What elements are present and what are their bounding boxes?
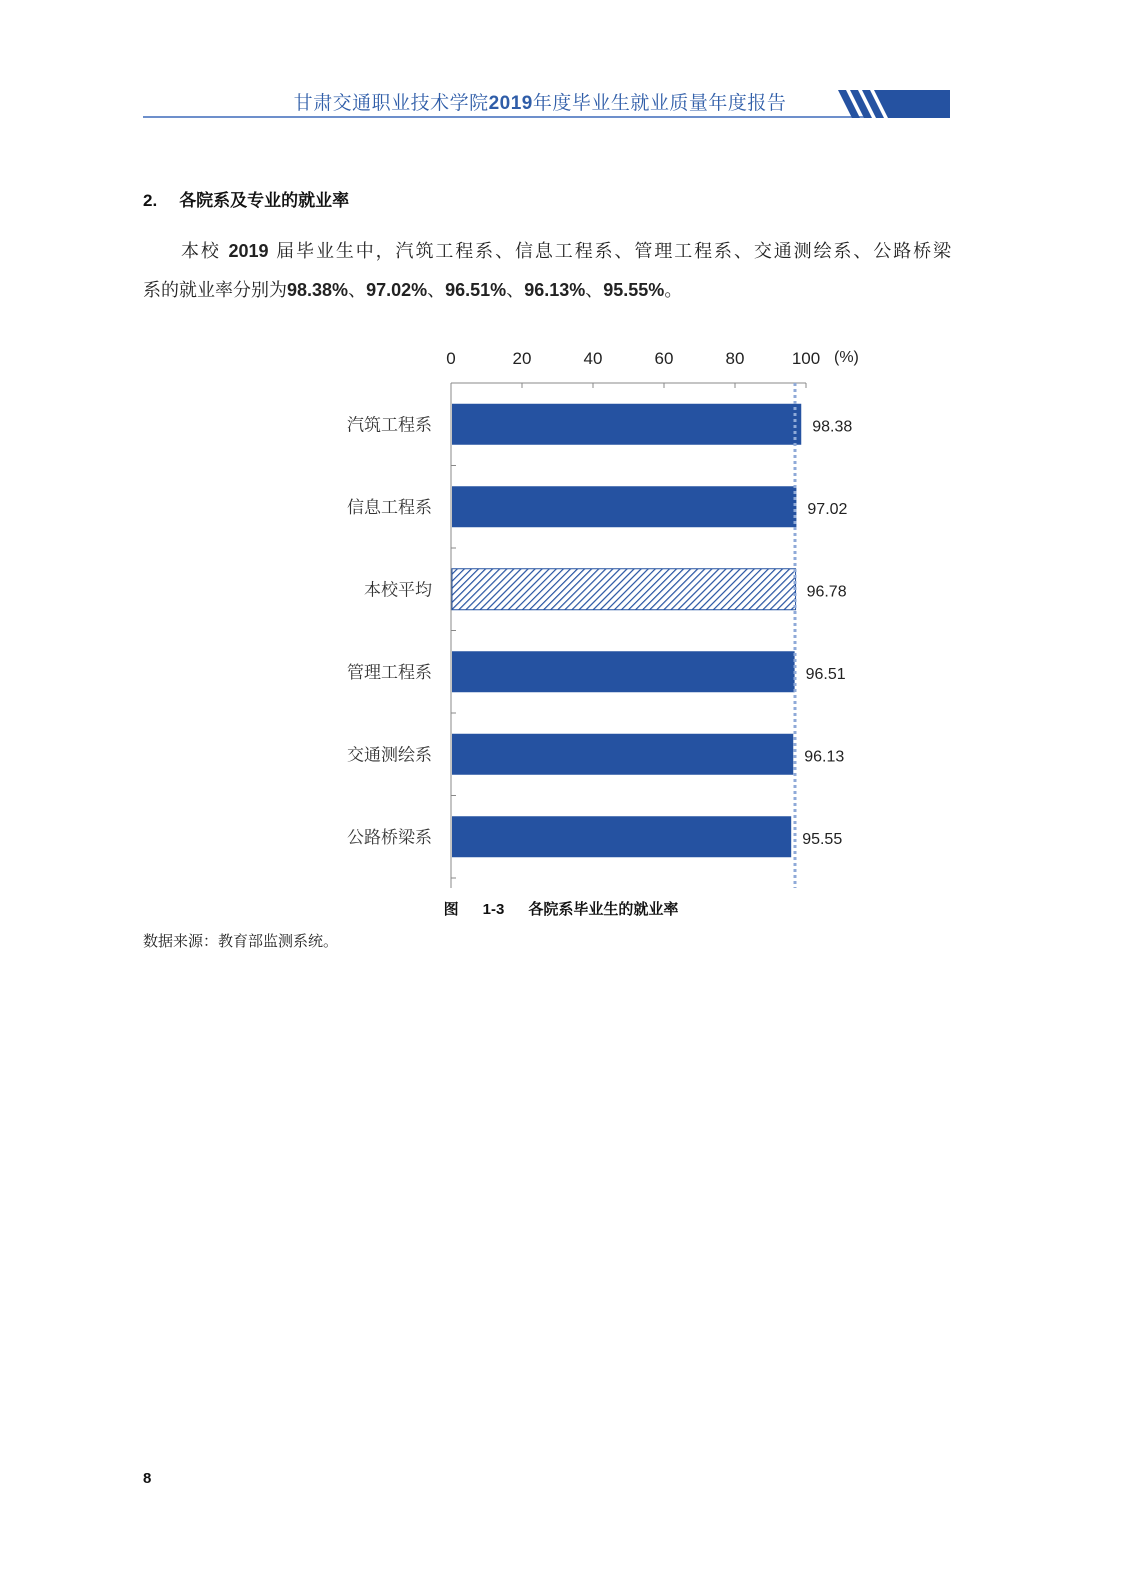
bar: [452, 651, 795, 692]
para-separator: 、: [427, 280, 446, 301]
rate-value: 96.51%: [445, 280, 507, 300]
category-label: 交通测绘系: [347, 745, 432, 766]
para-text: 本校: [181, 241, 229, 262]
category-label: 本校平均: [364, 580, 432, 601]
header-title-pre: 甘肃交通职业技术学院: [293, 92, 489, 114]
para-text: 届毕业生中，汽筑工程系、信息工程系、管理工程系、交通测绘系、公路桥梁: [268, 241, 952, 262]
x-tick-label: 0: [446, 349, 456, 368]
data-label: 96.51: [805, 665, 846, 683]
x-tick-label: 20: [512, 349, 532, 368]
caption-text: 各院系毕业生的就业率: [528, 900, 679, 918]
bar: [452, 816, 791, 857]
data-label: 97.02: [807, 500, 848, 518]
para-separator: 、: [506, 280, 525, 301]
rate-value: 96.13%: [524, 280, 586, 300]
data-label: 95.55: [802, 830, 843, 848]
data-label: 98.38: [812, 418, 853, 436]
bar-average: [452, 569, 796, 610]
rate-value: 98.38%: [287, 280, 349, 300]
x-tick-label: 40: [583, 349, 603, 368]
x-tick-label: 60: [654, 349, 674, 368]
para-year: 2019: [228, 241, 269, 261]
bar: [452, 404, 801, 445]
para-text: 系的就业率分别为: [143, 280, 287, 301]
rate-value: 97.02%: [366, 280, 428, 300]
figure-caption: [0, 898, 1122, 919]
para-separator: 、: [585, 280, 604, 301]
caption-number: 1-3: [482, 901, 505, 918]
data-source-note: 数据来源：教育部监测系统。: [143, 932, 339, 950]
rate-value: 95.55%: [603, 280, 665, 300]
x-tick-label: 80: [725, 349, 745, 368]
section-number: 2.: [143, 191, 158, 210]
para-separator: 、: [348, 280, 367, 301]
x-tick-label: 100: [791, 349, 821, 368]
category-label: 管理工程系: [347, 662, 432, 683]
page-number: 8: [143, 1470, 152, 1487]
x-axis-unit: (%): [834, 349, 859, 366]
caption-label: 图: [443, 900, 459, 918]
category-label: 信息工程系: [347, 497, 432, 518]
bar: [452, 734, 793, 775]
category-label: 汽筑工程系: [347, 415, 432, 436]
category-label: 公路桥梁系: [347, 827, 432, 848]
para-end: 。: [664, 280, 683, 301]
section-title: 各院系及专业的就业率: [179, 191, 350, 211]
data-label: 96.13: [804, 748, 845, 766]
header-title-year: 2019: [488, 93, 533, 114]
header-title-post: 年度毕业生就业质量年度报告: [532, 92, 787, 114]
bar: [452, 486, 796, 527]
data-label: 96.78: [806, 583, 847, 601]
